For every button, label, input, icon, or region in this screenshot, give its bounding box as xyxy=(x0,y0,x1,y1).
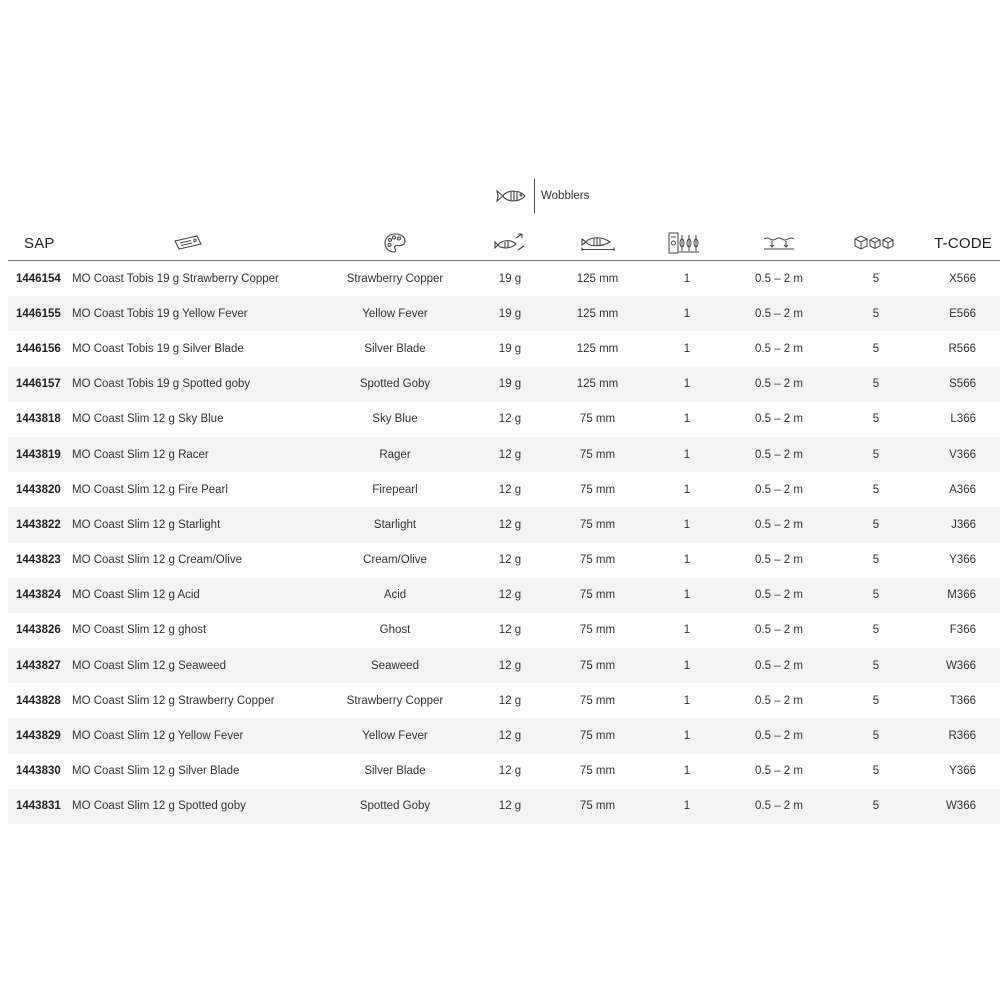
weight-cell: 12 g xyxy=(498,765,522,778)
lure-length-icon xyxy=(535,234,660,252)
depth-cell: 0.5 – 2 m xyxy=(714,367,844,402)
weight-cell: 19 g xyxy=(485,367,535,402)
pack-cell: 1 xyxy=(660,296,714,331)
sap-cell: 1443826 xyxy=(16,624,61,637)
depth-cell: 0.5 – 2 m xyxy=(714,789,844,824)
weight-cell: 12 g xyxy=(498,554,522,567)
length-cell: 75 mm xyxy=(579,694,616,707)
tcode-cell: F366 xyxy=(949,624,976,637)
category-header xyxy=(494,178,589,214)
box-cell: 5 xyxy=(844,437,908,472)
tcode-cell: W366 xyxy=(908,789,1000,824)
sap-cell: 1446154 xyxy=(16,272,61,285)
box-cell: 5 xyxy=(872,765,880,778)
pack-cell: 1 xyxy=(683,554,691,567)
sap-cell: 1443829 xyxy=(8,718,70,753)
product-name-cell: MO Coast Slim 12 g Spotted goby xyxy=(70,789,305,824)
pack-cell: 1 xyxy=(660,437,714,472)
product-name-cell: MO Coast Slim 12 g Seaweed xyxy=(70,648,305,683)
color-cell: Spotted Goby xyxy=(305,367,485,402)
tcode-cell: W366 xyxy=(908,648,1000,683)
box-cell: 5 xyxy=(872,483,880,496)
pack-cell: 1 xyxy=(683,694,691,707)
sap-cell: 1443831 xyxy=(8,789,70,824)
length-cell: 75 mm xyxy=(535,718,660,753)
box-cell: 5 xyxy=(872,554,880,567)
box-cell: 5 xyxy=(872,694,880,707)
weight-cell: 12 g xyxy=(498,413,522,426)
weight-cell: 12 g xyxy=(498,483,522,496)
tcode-cell: M366 xyxy=(908,578,1000,613)
header-tcode: T-CODE xyxy=(934,234,992,252)
tcode-cell: A366 xyxy=(949,483,976,496)
sap-cell: 1443822 xyxy=(8,507,70,542)
header-length xyxy=(535,226,660,261)
sap-cell: 1443827 xyxy=(8,648,70,683)
product-name-cell: MO Coast Slim 12 g Racer xyxy=(70,437,305,472)
tcode-cell: E566 xyxy=(908,296,1000,331)
depth-cell: 0.5 – 2 m xyxy=(714,648,844,683)
weight-cell: 12 g xyxy=(498,694,522,707)
table-row xyxy=(8,648,1000,683)
sap-cell: 1443819 xyxy=(8,437,70,472)
header-box xyxy=(844,226,908,261)
table-row xyxy=(8,367,1000,402)
table-row xyxy=(8,613,1000,648)
depth-cell: 0.5 – 2 m xyxy=(755,272,803,285)
depth-cell: 0.5 – 2 m xyxy=(755,694,803,707)
length-cell: 75 mm xyxy=(535,507,660,542)
product-name-cell: MO Coast Slim 12 g Cream/Olive xyxy=(72,554,242,567)
table-row xyxy=(8,437,1000,472)
header-weight xyxy=(485,226,535,261)
product-name-cell: MO Coast Tobis 19 g Spotted goby xyxy=(70,367,305,402)
pack-cell: 1 xyxy=(683,413,691,426)
length-cell: 75 mm xyxy=(579,554,616,567)
sap-cell: 1446157 xyxy=(8,367,70,402)
length-cell: 75 mm xyxy=(535,789,660,824)
table-row xyxy=(8,754,1000,789)
length-cell: 75 mm xyxy=(579,624,616,637)
depth-cell: 0.5 – 2 m xyxy=(714,437,844,472)
length-cell: 125 mm xyxy=(576,342,619,355)
weight-cell: 12 g xyxy=(485,718,535,753)
box-quantity-icon xyxy=(844,234,908,252)
pack-cell: 1 xyxy=(660,367,714,402)
tcode-cell: X566 xyxy=(949,272,976,285)
weight-cell: 12 g xyxy=(485,507,535,542)
pack-cell: 1 xyxy=(660,648,714,683)
table-row xyxy=(8,331,1000,366)
depth-cell: 0.5 – 2 m xyxy=(714,507,844,542)
color-cell: Strawberry Copper xyxy=(346,272,444,285)
depth-cell: 0.5 – 2 m xyxy=(755,624,803,637)
color-cell: Silver Blade xyxy=(364,342,426,355)
tcode-cell: L366 xyxy=(950,413,976,426)
pack-cell: 1 xyxy=(683,272,691,285)
product-tag-icon xyxy=(70,235,305,251)
product-name-cell: MO Coast Tobis 19 g Strawberry Copper xyxy=(72,272,279,285)
category-separator xyxy=(534,179,535,213)
header-product-tag xyxy=(70,226,305,261)
box-cell: 5 xyxy=(844,648,908,683)
pack-cell: 1 xyxy=(660,718,714,753)
depth-cell: 0.5 – 2 m xyxy=(755,342,803,355)
box-cell: 5 xyxy=(844,367,908,402)
box-cell: 5 xyxy=(872,342,880,355)
length-cell: 125 mm xyxy=(535,296,660,331)
weight-cell: 12 g xyxy=(485,578,535,613)
weight-cell: 12 g xyxy=(485,648,535,683)
color-cell: Yellow Fever xyxy=(305,296,485,331)
box-cell: 5 xyxy=(844,507,908,542)
sap-cell: 1443820 xyxy=(16,483,61,496)
tcode-cell: T366 xyxy=(949,694,976,707)
product-name-cell: MO Coast Slim 12 g Acid xyxy=(70,578,305,613)
tcode-cell: J366 xyxy=(908,507,1000,542)
header-color xyxy=(305,226,485,261)
tcode-cell: R366 xyxy=(908,718,1000,753)
depth-cell: 0.5 – 2 m xyxy=(755,554,803,567)
box-cell: 5 xyxy=(844,296,908,331)
length-cell: 75 mm xyxy=(535,578,660,613)
pack-cell: 1 xyxy=(660,578,714,613)
product-name-cell: MO Coast Slim 12 g Starlight xyxy=(70,507,305,542)
sap-cell: 1443824 xyxy=(8,578,70,613)
table-row xyxy=(8,261,1000,297)
depth-cell: 0.5 – 2 m xyxy=(714,296,844,331)
length-cell: 75 mm xyxy=(579,413,616,426)
category-label: Wobblers xyxy=(541,190,590,202)
color-cell: Strawberry Copper xyxy=(346,694,444,707)
wobbler-fish-icon xyxy=(494,185,528,207)
sap-cell: 1446155 xyxy=(8,296,70,331)
pack-quantity-icon xyxy=(660,231,714,255)
pack-cell: 1 xyxy=(683,624,691,637)
color-cell: Rager xyxy=(305,437,485,472)
box-cell: 5 xyxy=(844,718,908,753)
table-row xyxy=(8,402,1000,437)
tcode-cell: S566 xyxy=(908,367,1000,402)
table-row xyxy=(8,543,1000,578)
depth-cell: 0.5 – 2 m xyxy=(755,413,803,426)
sap-cell: 1443823 xyxy=(16,554,61,567)
product-name-cell: MO Coast Slim 12 g ghost xyxy=(72,624,207,637)
lure-weight-icon xyxy=(485,232,535,254)
color-cell: Starlight xyxy=(305,507,485,542)
product-name-cell: MO Coast Slim 12 g Sky Blue xyxy=(72,413,224,426)
color-cell: Spotted Goby xyxy=(305,789,485,824)
color-cell: Sky Blue xyxy=(372,413,418,426)
header-pack xyxy=(660,226,714,261)
length-cell: 75 mm xyxy=(579,765,616,778)
product-name-cell: MO Coast Slim 12 g Strawberry Copper xyxy=(72,694,275,707)
box-cell: 5 xyxy=(844,789,908,824)
table-row xyxy=(8,507,1000,542)
table-row xyxy=(8,578,1000,613)
color-palette-icon xyxy=(305,232,485,254)
tcode-cell: Y366 xyxy=(949,554,976,567)
color-cell: Seaweed xyxy=(305,648,485,683)
color-cell: Ghost xyxy=(379,624,411,637)
depth-cell: 0.5 – 2 m xyxy=(714,578,844,613)
weight-cell: 19 g xyxy=(485,296,535,331)
length-cell: 75 mm xyxy=(535,437,660,472)
sap-cell: 1443818 xyxy=(16,413,61,426)
length-cell: 125 mm xyxy=(576,272,619,285)
box-cell: 5 xyxy=(872,624,880,637)
product-name-cell: MO Coast Slim 12 g Fire Pearl xyxy=(72,483,228,496)
table-row xyxy=(8,296,1000,331)
sap-cell: 1443828 xyxy=(16,694,61,707)
color-cell: Cream/Olive xyxy=(363,554,427,567)
weight-cell: 12 g xyxy=(498,624,522,637)
pack-cell: 1 xyxy=(683,483,691,496)
product-name-cell: MO Coast Tobis 19 g Silver Blade xyxy=(72,342,244,355)
table-row xyxy=(8,718,1000,753)
product-name-cell: MO Coast Slim 12 g Yellow Fever xyxy=(70,718,305,753)
table-row xyxy=(8,472,1000,507)
box-cell: 5 xyxy=(872,272,880,285)
color-cell: Yellow Fever xyxy=(305,718,485,753)
tcode-cell: Y366 xyxy=(949,765,976,778)
product-name-cell: MO Coast Tobis 19 g Yellow Fever xyxy=(70,296,305,331)
color-cell: Silver Blade xyxy=(364,765,426,778)
depth-cell: 0.5 – 2 m xyxy=(755,765,803,778)
sap-cell: 1443830 xyxy=(16,765,61,778)
color-cell: Firepearl xyxy=(372,483,418,496)
running-depth-icon xyxy=(714,235,844,251)
sap-cell: 1446156 xyxy=(16,342,61,355)
box-cell: 5 xyxy=(872,413,880,426)
length-cell: 125 mm xyxy=(535,367,660,402)
pack-cell: 1 xyxy=(660,507,714,542)
weight-cell: 12 g xyxy=(485,789,535,824)
pack-cell: 1 xyxy=(683,765,691,778)
product-name-cell: MO Coast Slim 12 g Silver Blade xyxy=(72,765,240,778)
weight-cell: 12 g xyxy=(485,437,535,472)
depth-cell: 0.5 – 2 m xyxy=(714,718,844,753)
table-row xyxy=(8,789,1000,824)
table-header-row xyxy=(8,226,1000,261)
weight-cell: 19 g xyxy=(498,342,522,355)
color-cell: Acid xyxy=(305,578,485,613)
box-cell: 5 xyxy=(844,578,908,613)
product-table xyxy=(8,226,1000,824)
pack-cell: 1 xyxy=(660,789,714,824)
length-cell: 75 mm xyxy=(579,483,616,496)
table-row xyxy=(8,683,1000,718)
weight-cell: 19 g xyxy=(498,272,522,285)
pack-cell: 1 xyxy=(683,342,691,355)
depth-cell: 0.5 – 2 m xyxy=(755,483,803,496)
header-depth xyxy=(714,226,844,261)
header-sap: SAP xyxy=(24,234,55,252)
tcode-cell: V366 xyxy=(908,437,1000,472)
tcode-cell: R566 xyxy=(948,342,976,355)
length-cell: 75 mm xyxy=(535,648,660,683)
